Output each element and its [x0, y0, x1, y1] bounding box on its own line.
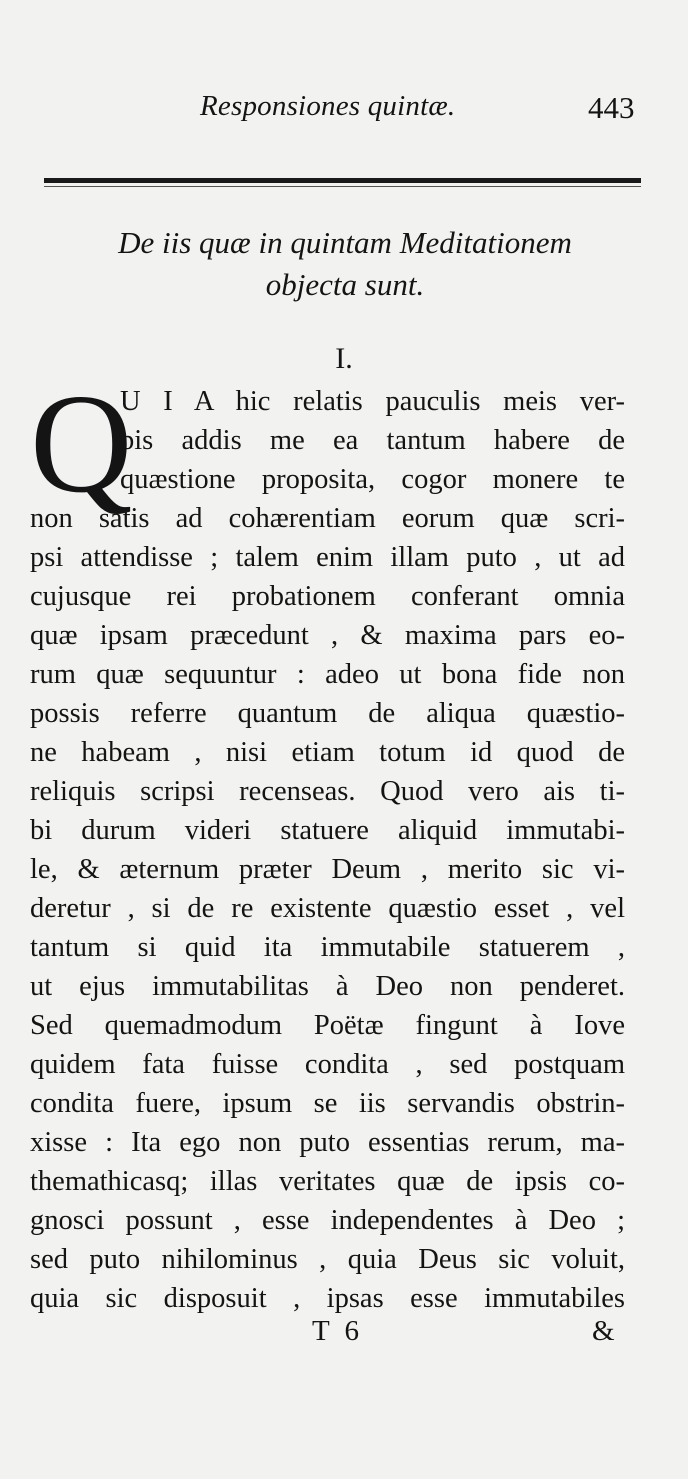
page-number: 443	[588, 90, 635, 125]
header-rule-thin	[44, 186, 641, 187]
text-line: tantum si quid ita immutabile statuerem ,	[30, 932, 625, 963]
header-rule	[44, 178, 641, 183]
text-line: reliquis scripsi recenseas. Quod vero ais ti-	[30, 776, 625, 807]
text-line: ne habeam , nisi etiam totum id quod de	[30, 737, 625, 768]
text-line: bis addis me ea tantum habere de	[120, 425, 625, 456]
heading-line-2: objecta sunt.	[265, 267, 425, 302]
text-line: rum quæ sequuntur : adeo ut bona fide non	[30, 659, 625, 690]
text-line: condita fuere, ipsum se iis servandis obstrin-	[30, 1088, 625, 1119]
text-line: quæstione proposita, cogor monere te	[120, 464, 625, 495]
text-line: Sed quemadmodum Poëtæ fingunt à Iove	[30, 1010, 625, 1041]
text-line: quidem fata fuisse condita , sed postquam	[30, 1049, 625, 1080]
text-line: quia sic disposuit , ipsas esse immutabiles	[30, 1283, 625, 1314]
running-head	[0, 80, 688, 130]
text-line: psi attendisse ; talem enim illam puto , ut ad	[30, 542, 625, 573]
text-line: bi durum videri statuere aliquid immutabi-	[30, 815, 625, 846]
text-line: possis referre quantum de aliqua quæstio-	[30, 698, 625, 729]
drop-cap: Q	[30, 364, 133, 522]
signature-mark: T 6	[312, 1315, 363, 1347]
section-heading	[30, 222, 660, 306]
text-line: deretur , si de re existente quæstio esset , vel	[30, 893, 625, 924]
text-line: themathicasq; illas veritates quæ de ipsis co-	[30, 1166, 625, 1197]
text-line: sed puto nihilominus , quia Deus sic voluit,	[30, 1244, 625, 1275]
text-line: U I A hic relatis pauculis meis ver-	[120, 386, 625, 417]
text-line: xisse : Ita ego non puto essentias rerum, ma-	[30, 1127, 625, 1158]
text-line: quæ ipsam præcedunt , & maxima pars eo-	[30, 620, 625, 651]
running-title: Responsiones quintæ.	[200, 90, 456, 122]
heading-line-1: De iis quæ in quintam Meditationem	[118, 225, 572, 260]
text-line: cujusque rei probationem conferant omnia	[30, 581, 625, 612]
text-line: le, & æternum præter Deum , merito sic vi-	[30, 854, 625, 885]
text-line: gnosci possunt , esse independentes à Deo ;	[30, 1205, 625, 1236]
catchword: &	[592, 1315, 615, 1347]
text-line: non satis ad cohærentiam eorum quæ scri-	[30, 503, 625, 534]
text-line: ut ejus immutabilitas à Deo non penderet.	[30, 971, 625, 1002]
section-number: I.	[335, 342, 353, 375]
